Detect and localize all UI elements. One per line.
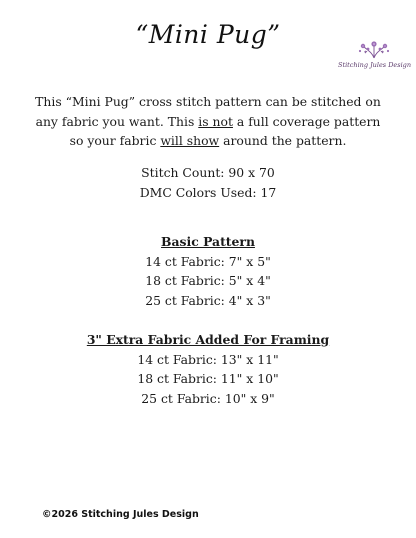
extra-fabric-section — [0, 330, 416, 408]
pattern-title: “Mini Pug” — [135, 20, 281, 49]
basic-size-18ct: 18 ct Fabric: 5" x 4" — [145, 273, 271, 288]
extra-size-14ct: 14 ct Fabric: 13" x 11" — [137, 351, 279, 367]
basic-pattern-section — [0, 232, 416, 310]
copyright-footer: ©2026 Stitching Jules Design — [42, 509, 199, 520]
extra-size-18ct: 18 ct Fabric: 11" x 10" — [137, 371, 279, 386]
basic-size-14ct: 14 ct Fabric: 7" x 5" — [145, 253, 271, 269]
brand-logo — [338, 40, 410, 74]
intro-paragraph — [30, 92, 386, 151]
dmc-colors-used: DMC Colors Used: 17 — [139, 184, 277, 200]
basic-pattern-heading: Basic Pattern — [161, 234, 255, 249]
floral-logo-icon — [357, 40, 391, 60]
intro-text-3: around the pattern. — [219, 133, 347, 148]
basic-size-25ct: 25 ct Fabric: 4" x 3" — [145, 292, 271, 308]
intro-text-1: This “Mini Pug” cross stitch pattern can be stitched on any fabric you want. This — [35, 94, 381, 129]
extra-fabric-heading: 3" Extra Fabric Added For Framing — [86, 332, 330, 347]
intro-underline-is-not: is not — [198, 113, 233, 129]
intro-underline-will-show: will show — [160, 133, 220, 148]
specs-block — [0, 163, 416, 202]
intro-text-2: a full coverage pattern so your fabric — [69, 113, 381, 148]
stitch-count: Stitch Count: 90 x 70 — [141, 165, 275, 180]
extra-size-25ct: 25 ct Fabric: 10" x 9" — [141, 390, 275, 406]
logo-text: Stitching Jules Design — [338, 61, 412, 69]
